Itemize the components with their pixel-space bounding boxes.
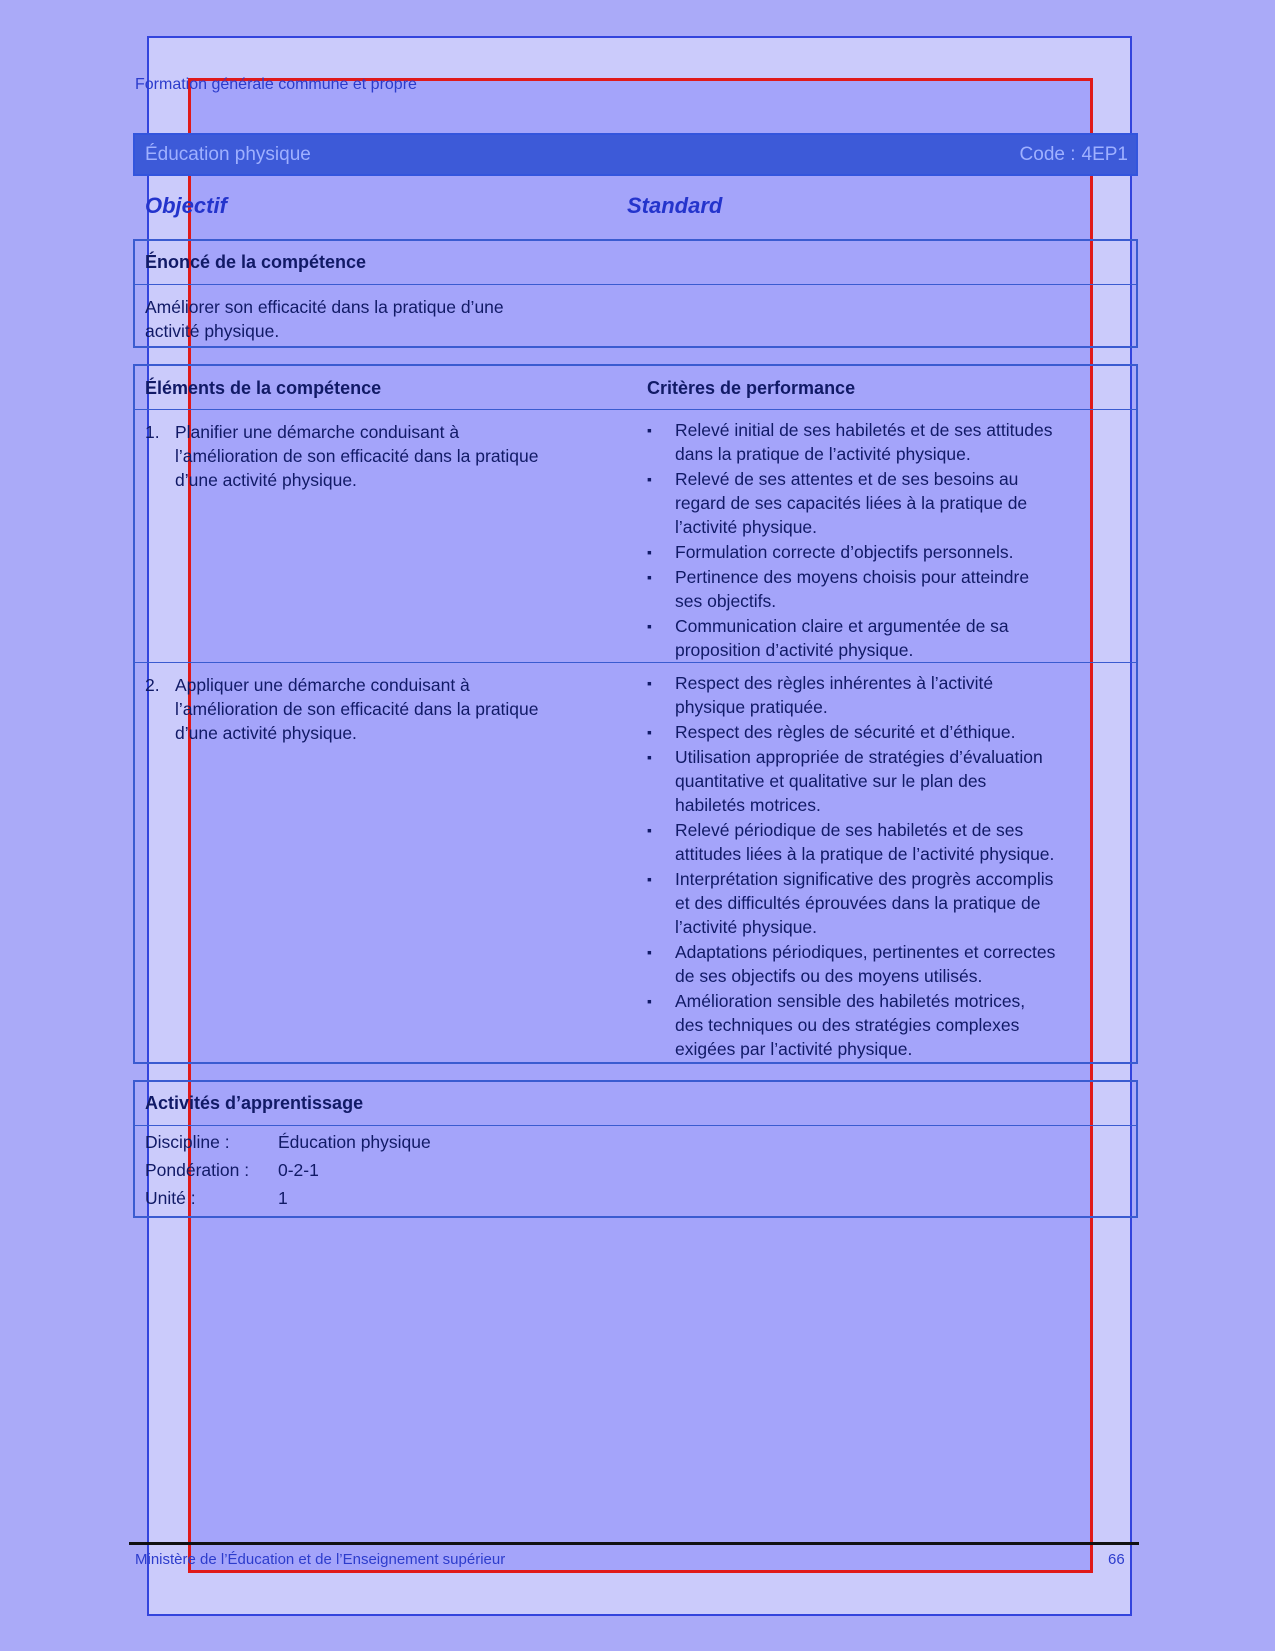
criterion-item	[645, 989, 1130, 1061]
criterion-line: ▪ Adaptations périodiques, pertinentes et correctes	[675, 942, 1056, 962]
element-line: Appliquer une démarche conduisant à	[175, 675, 470, 695]
activity-value: 0-2-1	[278, 1160, 319, 1180]
activity-label: Discipline :	[145, 1132, 230, 1152]
element-statement	[145, 673, 615, 745]
criterion-line: ▪ Respect des règles inhérentes à l’activité	[675, 673, 994, 693]
criterion-item	[645, 818, 1130, 866]
criterion-item	[645, 614, 1130, 662]
course-code	[1020, 144, 1128, 166]
criterion-item	[645, 671, 1130, 719]
element-number: 2.	[145, 675, 160, 695]
criterion-line: ▪ Relevé de ses attentes et de ses besoins au	[675, 469, 1019, 489]
competence-statement	[135, 285, 575, 353]
running-title: Formation générale commune et propre	[135, 76, 417, 93]
criterion-line: dans la pratique de l’activité physique.	[675, 444, 971, 464]
criteria-list	[645, 671, 1130, 1062]
criterion-item	[645, 565, 1130, 613]
criterion-item	[645, 540, 1130, 564]
criterion-line: regard de ses capacités liées à la pratique de	[675, 493, 1028, 513]
element-line: d’une activité physique.	[175, 723, 357, 743]
criteria-heading: Critères de performance	[647, 378, 856, 398]
criterion-line: ▪ Pertinence des moyens choisis pour atteindre	[675, 567, 1030, 587]
criterion-item	[645, 745, 1130, 817]
objective-label: Objectif	[145, 193, 227, 218]
course-discipline: Éducation physique	[145, 143, 311, 165]
activities-details	[135, 1126, 1136, 1212]
activities-heading: Activités d’apprentissage	[135, 1082, 1136, 1126]
element-number: 1.	[145, 422, 160, 442]
page-number: 66	[1108, 1551, 1125, 1568]
criterion-item	[645, 467, 1130, 539]
criterion-line: ▪ Formulation correcte d’objectifs personnels.	[675, 542, 1014, 562]
activity-value: 1	[278, 1188, 288, 1208]
criterion-item	[645, 867, 1130, 939]
activity-label: Pondération :	[145, 1160, 250, 1180]
standard-label: Standard	[627, 193, 723, 218]
element-row	[135, 663, 1136, 1063]
footer-rule	[129, 1542, 1139, 1545]
criterion-item	[645, 940, 1130, 988]
criterion-line: ses objectifs.	[675, 591, 777, 611]
competence-line: Améliorer son efficacité dans la pratique d’une	[145, 297, 504, 317]
criterion-line: l’activité physique.	[675, 917, 818, 937]
criterion-line: ▪ Amélioration sensible des habiletés motrices,	[675, 991, 1026, 1011]
competence-box	[133, 239, 1138, 348]
activity-row	[135, 1128, 1136, 1156]
course-title-bar	[133, 133, 1138, 176]
activity-value: Éducation physique	[278, 1132, 431, 1152]
activity-row	[135, 1184, 1136, 1212]
criterion-line: physique pratiquée.	[675, 697, 828, 717]
footer-ministry: Ministère de l’Éducation et de l’Enseignement supérieur	[135, 1551, 506, 1568]
criterion-line: ▪ Relevé initial de ses habiletés et de ses attitudes	[675, 420, 1053, 440]
course-code-value: 4EP1	[1081, 143, 1128, 165]
criterion-line: attitudes liées à la pratique de l’activité physique.	[675, 844, 1055, 864]
criterion-line: exigées par l’activité physique.	[675, 1039, 913, 1059]
criterion-line: ▪ Communication claire et argumentée de sa	[675, 616, 1009, 636]
criterion-line: et des difficultés éprouvées dans la pratique de	[675, 893, 1041, 913]
criterion-line: habiletés motrices.	[675, 795, 821, 815]
criterion-line: l’activité physique.	[675, 517, 818, 537]
criterion-line: ▪ Relevé périodique de ses habiletés et de ses	[675, 820, 1024, 840]
criterion-line: ▪ Interprétation significative des progrès accomplis	[675, 869, 1054, 889]
competence-line: activité physique.	[145, 321, 280, 341]
criterion-line: proposition d’activité physique.	[675, 640, 914, 660]
elements-heading: Éléments de la compétence	[145, 378, 382, 398]
criterion-line: des techniques ou des stratégies complexes	[675, 1015, 1020, 1035]
element-row	[135, 410, 1136, 663]
elements-header-row	[135, 366, 1136, 410]
criterion-line: ▪ Respect des règles de sécurité et d’éthique.	[675, 722, 1016, 742]
element-statement	[145, 420, 615, 492]
criterion-line: de ses objectifs ou des moyens utilisés.	[675, 966, 983, 986]
course-code-label: Code :	[1019, 143, 1076, 165]
activity-row	[135, 1156, 1136, 1184]
criterion-line: ▪ Utilisation appropriée de stratégies d’évaluation	[675, 747, 1043, 767]
activities-box	[133, 1080, 1138, 1218]
criterion-item	[645, 720, 1130, 744]
element-line: l’amélioration de son efficacité dans la pratique	[175, 699, 539, 719]
element-line: Planifier une démarche conduisant à	[175, 422, 460, 442]
criterion-line: quantitative et qualitative sur le plan des	[675, 771, 987, 791]
competence-heading: Énoncé de la compétence	[135, 241, 1136, 285]
element-line: l’amélioration de son efficacité dans la pratique	[175, 446, 539, 466]
criteria-list	[645, 418, 1130, 663]
criterion-item	[645, 418, 1130, 466]
element-line: d’une activité physique.	[175, 470, 357, 490]
elements-box	[133, 364, 1138, 1064]
activity-label: Unité :	[145, 1188, 196, 1208]
